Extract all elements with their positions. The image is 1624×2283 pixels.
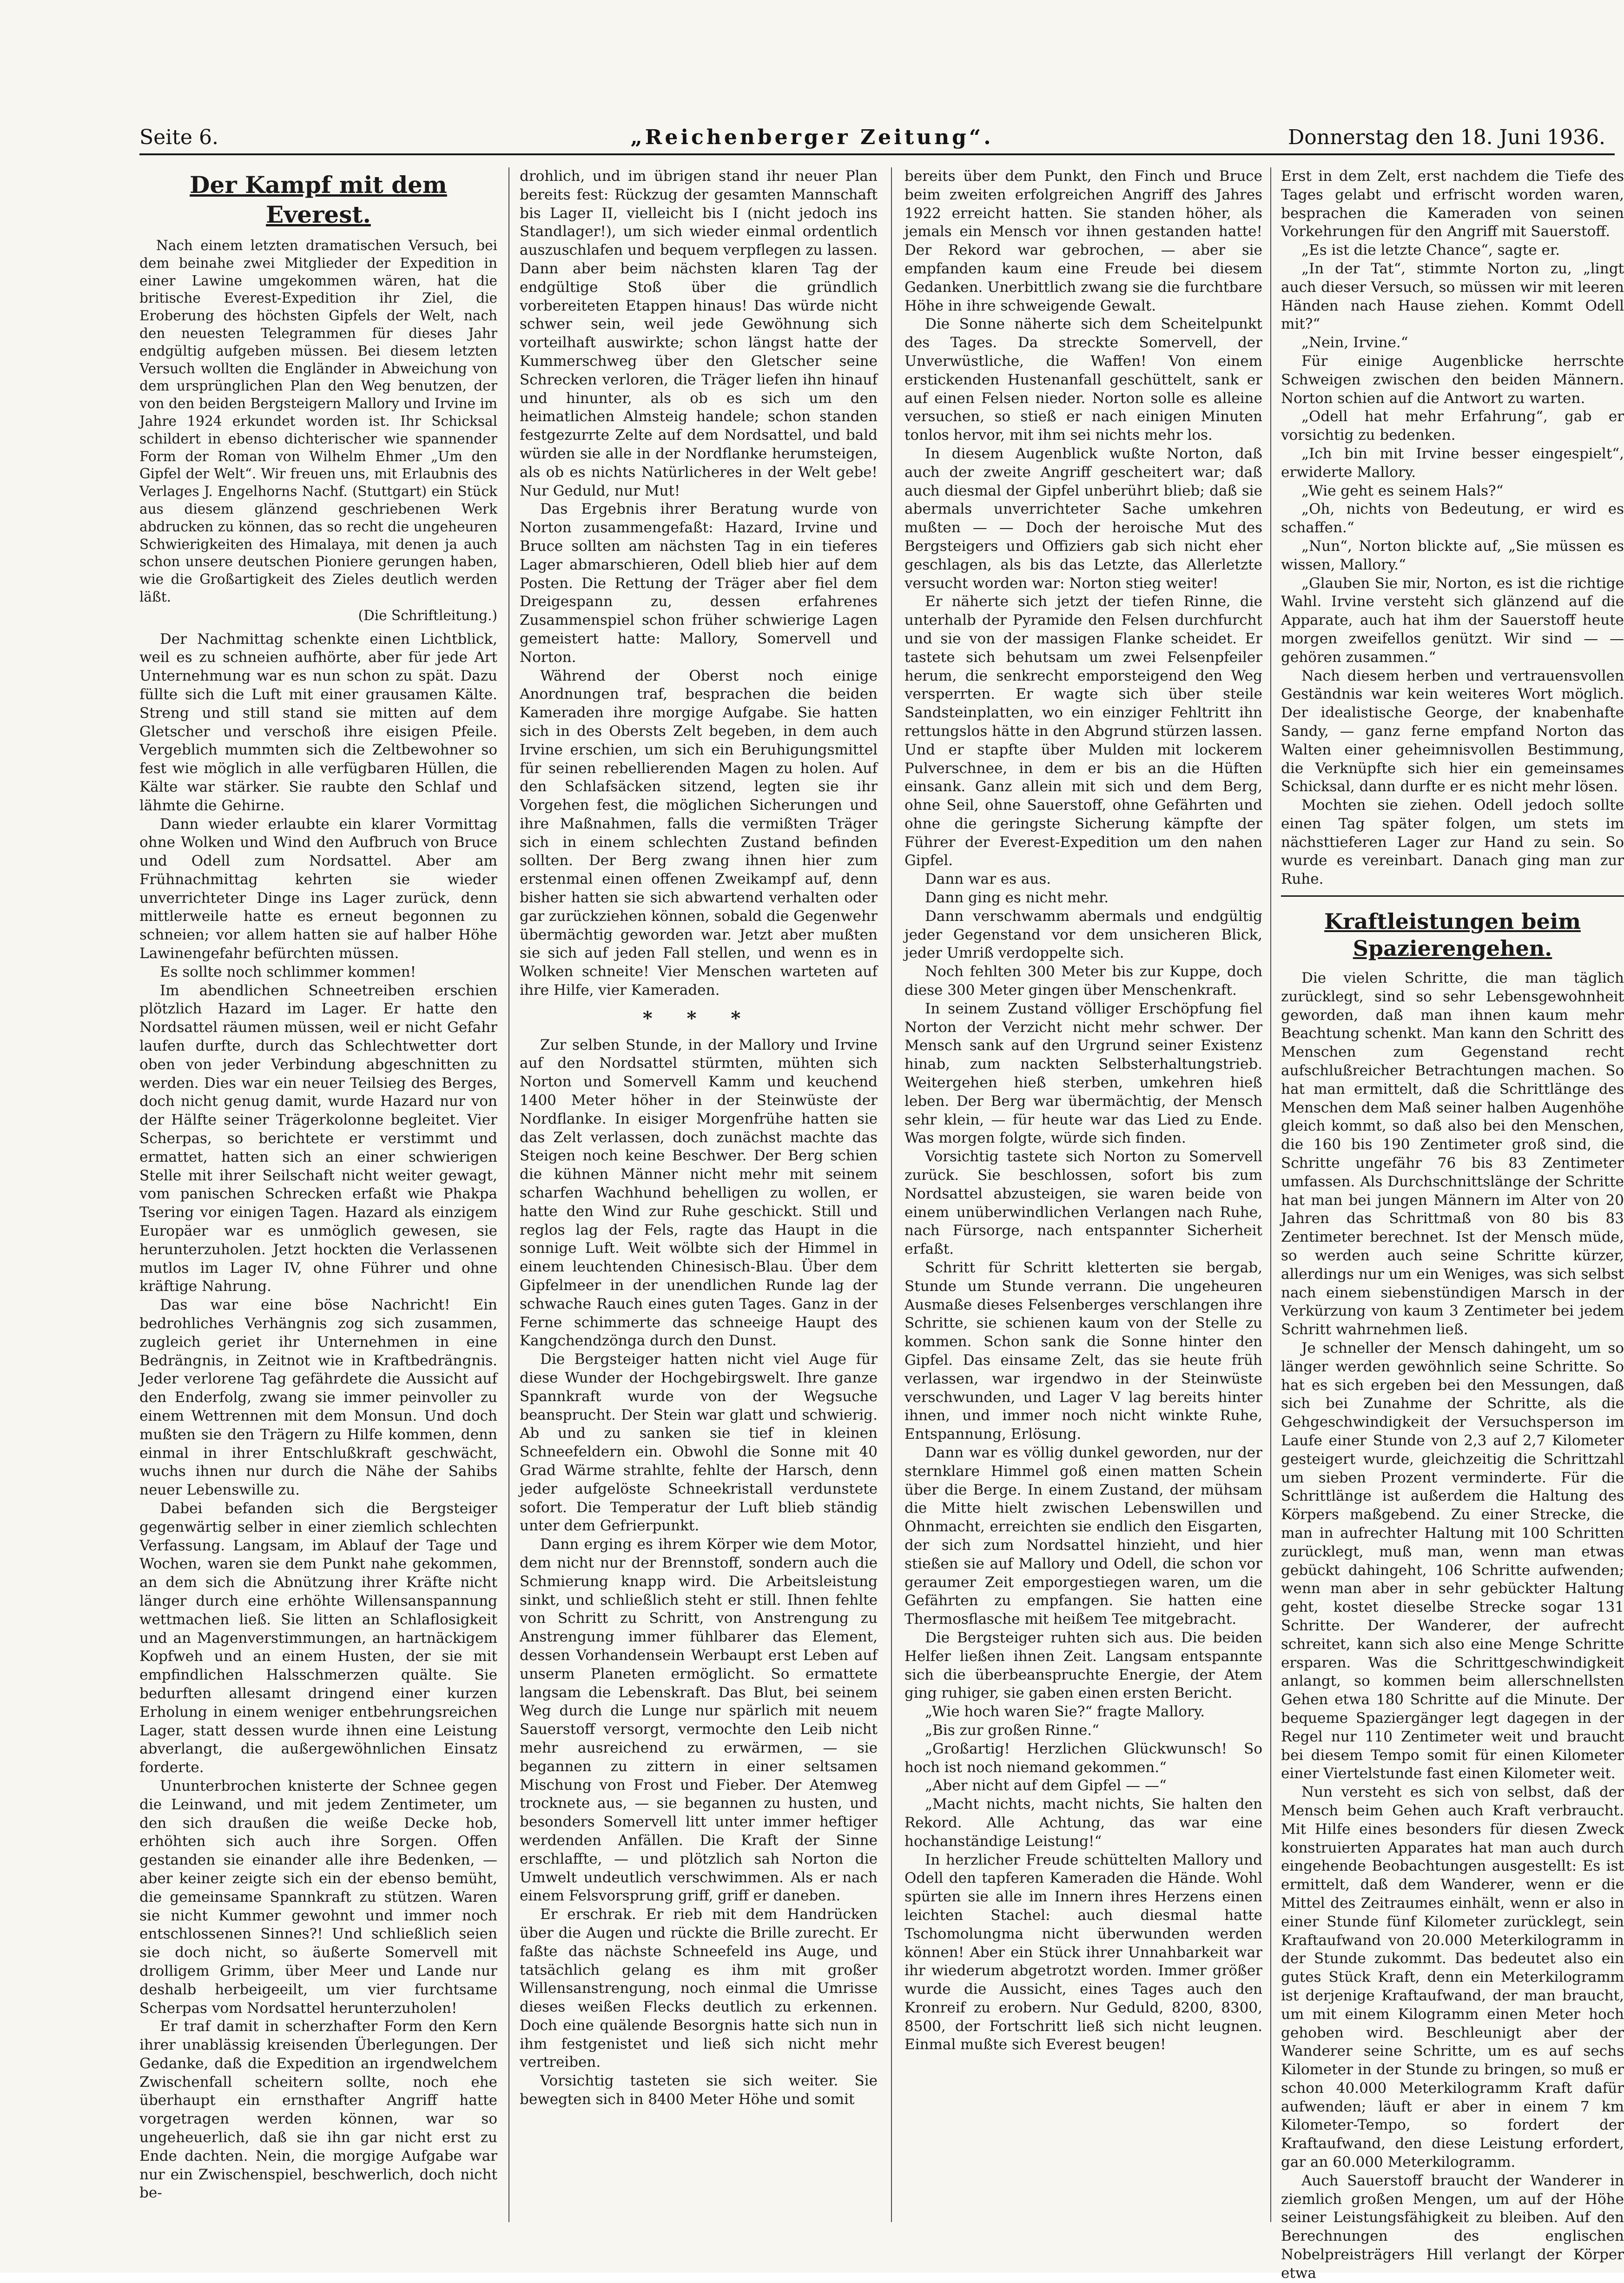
paragraph: Dann war es völlig dunkel geworden, nur der sternklare Himmel goß einen matten Schein über die Berge. In einem Zustand, der mühsam die Mitte hielt zwischen Lebenswillen und Ohnmacht, erreichten sie endlich den Eisgarten, der sich zum Nordsattel hinzieht, und hier stießen sie auf Mallory und Odell, die schon vor geraumer Zeit emporgestiegen waren, um die Gefährten zu empfangen. Sie hatten eine Thermosflasche mit heißem Tee mitgebracht.: [904, 1444, 1262, 1628]
paragraph: Dann war es aus.: [925, 871, 1051, 888]
article-title: Der Kampf mit dem Everest.: [190, 171, 447, 228]
paragraph: In seinem Zustand völliger Erschöpfung fiel Norton der Verzicht nicht mehr schwer. Der Mensch sank auf den Urgrund seiner Existenz hinab, zum nackten Selbsterhaltungstrieb. Weitergehen hieß sterben, umkehren hieß leben. Der Berg war übermächtig, der Mensch sehr klein, — für heute war das Lied zu Ende. Was morgen folgte, würde sich finden.: [904, 1000, 1262, 1147]
paragraph: Das war eine böse Nachricht! Ein bedrohliches Verhängnis zog sich zusammen, zugleich geriet ihr Unternehmen in eine Bedrängnis, in Zeitnot wie in Kraftbedrängnis. Jeder verlorene Tag gefährdete die Aussicht auf den Enderfolg, zwang sie immer peinvoller zu einem Wettrennen mit dem Monsun. Und doch mußten sie den Trägern zu Hilfe kommen, denn einmal in ihrer Entschlußkraft geschwächt, wuchs ihnen nur durch die Nähe der Sahibs neuer Lebenswille zu.: [139, 1297, 497, 1499]
dialogue-line: „Oh, nichts von Bedeutung, er wird es schaffen.“: [1281, 501, 1624, 536]
dialogue-line: „Großartig! Herzlichen Glückwunsch! So hoch ist noch niemand gekommen.“: [904, 1740, 1262, 1776]
header-rule: [139, 153, 1615, 155]
paragraph: Im abendlichen Schneetreiben erschien plötzlich Hazard im Lager. Er hatte den Nordsattel räumen müssen, weil er nicht Gefahr laufen durfte, durch das Schlechtwetter dort oben von jeder Verbindung abgeschnitten zu werden. Dies war ein neuer Teilsieg des Berges, doch nicht genug damit, wurde Hazard nur von der Hälfte seiner Trägerkolonne begleitet. Vier Scherpas, so berichtete er verstimmt und ermattet, hatten sich an einer schwierigen Stelle mit ihrer Seilschaft nicht weiter gewagt, vom panischen Schrecken erfaßt wie Phakpa Tsering vor einigen Tagen. Hazard als einzigem Europäer war es unmöglich gewesen, sie herunterzuholen. Jetzt hockten die Verlassenen mutlos im Lager IV, ohne Führer und ohne kräftige Nahrung.: [139, 982, 497, 1295]
dialogue-line: „Es ist die letzte Chance“, sagte er.: [1301, 242, 1560, 259]
article-title: Kraftleistungen beim Spazierengehen.: [1324, 909, 1581, 961]
editor-attribution: (Die Schriftleitung.): [358, 607, 497, 623]
paragraph: Dann erging es ihrem Körper wie dem Motor, dem nicht nur der Brennstoff, sondern auch die Schmierung knapp wird. Die Arbeitsleistung sinkt, und schließlich steht er still. Ihnen fehlte von Schritt zu Schritt, von Anstrengung zu Anstrengung immer fühlbarer das Element, dessen Vorhandensein Werbaupt erst Leben auf unserm Planeten ermöglicht. So ermattete langsam die Lebenskraft. Das Blut, bei seinem Weg durch die Lunge nur spärlich mit neuem Sauerstoff versorgt, vermochte den Leib nicht mehr ausreichend zu erwärmen, — sie begannen zu zittern in einer seltsamen Mischung von Frost und Fieber. Der Atemweg trocknete aus, — sie begannen zu husten, und besonders Somervell litt unter immer heftiger werdenden Anfällen. Die Kraft der Sinne erschlaffte, — und plötzlich sah Norton die Umwelt undeutlich verschwimmen. Als er nach einem Felsvorsprung griff, griff er daneben.: [520, 1536, 878, 1905]
column-separator: [508, 167, 509, 2222]
paragraph: Er traf damit in scherzhafter Form den Kern ihrer unablässig kreisenden Überlegungen. Der Gedanke, daß die Expedition an irgendwelchem Zwischenfall scheitern sollte, noch ehe überhaupt ein ernsthafter Angriff hatte vorgetragen werden können, war so ungeheuerlich, daß sie ihn gar nicht erst zu Ende dachten. Nein, die morgige Aufgabe war nur ein Zwischenspiel, beschwerlich, doch nicht be-: [139, 2018, 497, 2202]
paragraph: Vorsichtig tasteten sie sich weiter. Sie bewegten sich in 8400 Meter Höhe und somit: [520, 2072, 878, 2108]
dialogue-line: „Macht nichts, macht nichts, Sie halten den Rekord. Alle Achtung, das war eine hochanständige Leistung!“: [904, 1796, 1262, 1850]
column-3: [904, 167, 1262, 2222]
dialogue-line: „Nun“, Norton blickte auf, „Sie müssen es wissen, Mallory.“: [1281, 537, 1624, 573]
paragraph: Zur selben Stunde, in der Mallory und Irvine auf den Nordsattel stürmten, mühten sich Norton und Somervell Kamm und keuchend 1400 Meter höher in der Steinwüste der Nordflanke. In eisiger Morgenfrühe hatten sie das Zelt verlassen, doch zunächst machte das Steigen noch keine Beschwer. Der Berg schien die kühnen Männer nicht mehr mit seinem scharfen Wachhund behelligen zu wollen, er hatte den Wind zur Ruhe geschickt. Still und reglos lag der Fels, ragte das Haupt in die sonnige Luft. Weit wölbte sich der Himmel in einem leuchtenden Chinesisch-Blau. Über dem Gipfelmeer in der unendlichen Runde lag der schwache Rauch eines guten Tages. Ganz in der Ferne schimmerte das schneeige Haupt des Kangchendzönga durch den Dunst.: [520, 1036, 878, 1350]
paragraph: Die Sonne näherte sich dem Scheitelpunkt des Tages. Da streckte Somervell, der Unverwüstliche, die Waffen! Von einem erstickenden Hustenanfall geschüttelt, sank er auf einen Felsen nieder. Norton solle es alleine versuchen, so stieß er nach einigen Minuten tonlos hervor, mit ihm sei nichts mehr los.: [904, 316, 1262, 444]
paragraph: Erst in dem Zelt, erst nachdem die Tiefe des Tages gelabt und erfrischt worden waren, besprachen die Kameraden von seinen Vorkehrungen für den Angriff mit Sauerstoff.: [1281, 168, 1624, 240]
paragraph: Dabei befanden sich die Bergsteiger gegenwärtig selber in einer ziemlich schlechten Verfassung. Langsam, im Ablauf der Tage und Wochen, waren sie dem Punkt nahe gekommen, an dem sich die Abnützung ihrer Kräfte nicht länger durch eine erhöhte Willensanspannung wettmachen ließ. Sie litten an Schlaflosigkeit und an Magenverstimmungen, an hartnäckigem Kopfweh und an einem Husten, der sie mit empfindlichen Halsschmerzen quälte. Sie bedurften allesamt dringend einer kurzen Erholung in einem weniger entbehrungsreichen Lager, statt dessen wurde ihnen eine Leistung abverlangt, die außergewöhnlichen Einsatz forderte.: [139, 1500, 497, 1776]
paragraph: Er näherte sich jetzt der tiefen Rinne, die unterhalb der Pyramide den Felsen durchfurcht und sie von der massigen Flanke scheidet. Er tastete sich behutsam um zwei Felsenpfeiler herum, die senkrecht emporsteigend den Weg versperrten. Er wagte sich über steile Sandsteinplatten, wo ein einziger Fehltritt ihn rettungslos hätte in den Abgrund stürzen lassen. Und er stapfte über Mulden mit lockerem Pulverschnee, in dem er bis an die Hüften einsank. Ganz allein mit sich und dem Berg, ohne Seil, ohne Sauerstoff, ohne Gefährten und ohne die geringste Sicherung kämpfte der Führer der Everest-Expedition um den nahen Gipfel.: [904, 593, 1262, 869]
paragraph: Während der Oberst noch einige Anordnungen traf, besprachen die beiden Kameraden ihre morgige Aufgabe. Sie hatten sich in des Obersts Zelt begeben, in dem auch Irvine erschien, um sich ein Beruhigungsmittel für seinen rebellierenden Magen zu holen. Auf den Schlafsäcken sitzend, legten sie ihr Vorgehen fest, die möglichen Sicherungen und ihre Maßnahmen, falls die vermißten Träger sich in einem schlechten Zustand befinden sollten. Der Berg zwang ihnen hier zum erstenmal einen offenen Zweikampf auf, denn bisher hatten sie sich abwartend verhalten oder gar zurückziehen können, sobald die Gegenwehr übermächtig geworden war. Jetzt aber mußten sie sich auf jeden Fall stellen, und wenn es in Wolken schneite! Vier Menschen warteten auf ihre Hilfe, vier Kameraden.: [520, 667, 878, 999]
dialogue-line: „Ich bin mit Irvine besser eingespielt“, erwiderte Mallory.: [1281, 445, 1624, 481]
page-number: Seite 6.: [139, 126, 218, 149]
dialogue-line: „Odell hat mehr Erfahrung“, gab er vorsichtig zu bedenken.: [1281, 408, 1624, 444]
column-4: [1281, 167, 1624, 2282]
dialogue-line: „Wie geht es seinem Hals?“: [1301, 482, 1504, 499]
dialogue-line: „Aber nicht auf dem Gipfel — —“: [925, 1777, 1167, 1794]
paragraph: Dann verschwamm abermals und endgültig jeder Gegenstand vor dem unsicheren Blick, jeder Umriß verdoppelte sich.: [904, 907, 1262, 962]
dialogue-line: „Nein, Irvine.“: [1301, 334, 1408, 351]
column-separator: [1270, 167, 1271, 2222]
paragraph: Die Bergsteiger hatten nicht viel Auge für diese Wunder der Hochgebirgswelt. Ihre ganze Spannkraft wurde von der Wegsuche beansprucht. Der Stein war glatt und schwierig. Ab und zu sanken sie tief in kleinen Schneefeldern ein. Obwohl die Sonne mit 40 Grad Wärme strahlte, fehlte der Harsch, denn jeder aufgelöste Schneekristall verdunstete sofort. Die Temperatur der Luft blieb ständig unter dem Gefrierpunkt.: [520, 1351, 878, 1535]
paragraph: Die vielen Schritte, die man täglich zurücklegt, sind so sehr Lebensgewohnheit geworden, daß man ihnen kaum mehr Beachtung schenkt. Man kann den Schritt des Menschen zum Gegenstand recht aufschlußreicher Betrachtungen machen. So hat man ermittelt, daß die Schrittlänge des Menschen dem Maß seiner halben Augenhöhe gleich kommt, so daß also bei den Menschen, die 160 bis 190 Zentimeter groß sind, die Schritte ungefähr 76 bis 83 Zentimeter umfassen. Als Durchschnittslänge der Schritte hat man bei jungen Männern im Alter von 20 Jahren das Schrittmaß von 80 bis 83 Zentimeter berechnet. Ist der Mensch müde, so werden auch seine Schritte kürzer, allerdings nur um ein Weniges, was sich selbst nach einem siebenstündigen Marsch in der Verkürzung von kaum 3 Zentimeter bei jedem Schritt wahrnehmen ließ.: [1281, 970, 1624, 1338]
newspaper-name: „Reichenberger Zeitung“.: [630, 126, 994, 149]
paragraph: Nach diesem herben und vertrauensvollen Geständnis war kein weiteres Wort möglich. Der idealistische George, der knabenhafte Sandy, — ganz ferne empfand Norton das Walten einer geheimnisvollen Bestimmung, die Verknüpfte sich hier ein gemeinsames Schicksal, dann durfte er es nicht mehr lösen.: [1281, 667, 1624, 795]
paragraph: Je schneller der Mensch dahingeht, um so länger werden gewöhnlich seine Schritte. So hat es sich ergeben bei den Messungen, daß sich bei Zunahme der Schritte, als die Gehgeschwindigkeit der Versuchsperson im Laufe einer Stunde von 2,3 auf 2,7 Kilometer gesteigert wurde, gleichzeitig die Schrittzahl um sieben Prozent verminderte. Für die Schrittlänge ist außerdem die Haltung des Körpers maßgebend. Zu einer Strecke, die man in aufrechter Haltung mit 100 Schritten zurücklegt, muß man, wenn man etwas gebückt dahingeht, 106 Schritte aufwenden; wenn man aber in sehr gebückter Haltung geht, kostet dieselbe Strecke sogar 131 Schritte. Der Wanderer, der aufrecht schreitet, kann sich also eine Menge Schritte ersparen. Was die Schrittgeschwindigkeit anlangt, so kommen beim allerschnellsten Gehen etwa 180 Schritte auf die Minute. Der bequeme Spaziergänger legt dagegen in der Regel nur 110 Zentimeter weit und braucht bei diesem Tempo somit für einen Kilometer einer Viertelstunde fast einen Kilometer weit.: [1281, 1340, 1624, 1782]
paragraph: bereits über dem Punkt, den Finch und Bruce beim zweiten erfolgreichen Angriff des Jahres 1922 erreicht hatten. Sie standen höher, als jemals ein Mensch vor ihnen gestanden hatte! Der Rekord war gebrochen, — aber sie empfanden kaum eine Freude bei diesem Gedanken. Unerbittlich zwang sie die furchtbare Höhe in ihre schweigende Gewalt.: [904, 168, 1262, 314]
dialogue-line: „Wie hoch waren Sie?“ fragte Mallory.: [925, 1703, 1205, 1721]
paragraph: Dann wieder erlaubte ein klarer Vormittag ohne Wolken und Wind den Aufbruch von Bruce und Odell zum Nordsattel. Aber am Frühnachmittag kehrten sie wieder unverrichteter Dinge ins Lager zurück, denn mittlerweile hatte es erneut begonnen zu schneien; vor allem hatten sie auf halber Höhe Lawinengefahr befürchten müssen.: [139, 815, 497, 962]
paragraph: Für einige Augenblicke herrschte Schweigen zwischen den beiden Männern. Norton schien auf die Antwort zu warten.: [1281, 352, 1624, 407]
paragraph: Dann ging es nicht mehr.: [925, 889, 1109, 907]
paragraph: Auch Sauerstoff braucht der Wanderer in ziemlich großen Mengen, um auf der Höhe seiner Leistungsfähigkeit zu bleiben. Auf den Berechnungen des englischen Nobelpreisträgers Hill verlangt der Körper etwa: [1281, 2172, 1624, 2282]
paragraph: Die Bergsteiger ruhten sich aus. Die beiden Helfer ließen ihnen Zeit. Langsam entspannte sich die überbeanspruchte Energie, der Atem ging ruhiger, sie gaben einen ersten Bericht.: [904, 1629, 1262, 1702]
paragraph: Das Ergebnis ihrer Beratung wurde von Norton zusammengefaßt: Hazard, Irvine und Bruce sollten am nächsten Tag in ein tieferes Lager abmarschieren, Odell blieb hier auf dem Posten. Die Rettung der Träger aber fiel dem Dreigespann zu, dessen erfahrenes Zusammenspiel schon früher schwierige Lagen gemeistert hatte: Mallory, Somervell und Norton.: [520, 501, 878, 666]
paragraph: Schritt für Schritt kletterten sie bergab, Stunde um Stunde verrann. Die ungeheuren Ausmaße dieses Felsenberges verschlangen ihre Schritte, sie schienen kaum von der Stelle zu kommen. Schon sank die Sonne hinter den Gipfel. Das einsame Zelt, das sie heute früh verlassen, war irgendwo in der Steinwüste verschwunden, und Lager V lag bereits hinter ihnen, und immer noch nicht winkte Ruhe, Entspannung, Erlösung.: [904, 1259, 1262, 1443]
intro-paragraph: Nach einem letzten dramatischen Versuch, bei dem beinahe zwei Mitglieder der Expedition in einer Lawine umgekommen wären, hat die britische Everest-Expedition ihr Ziel, die Eroberung des höchsten Gipfels der Welt, nach den neuesten Telegrammen für dieses Jahr endgültig aufgeben müssen. Bei diesem letzten Versuch wollten die Engländer in Abweichung von dem ursprünglichen Plan den Weg benutzen, der von den beiden Bergsteigern Mallory und Irvine im Jahre 1924 erkundet worden ist. Ihr Schicksal schildert in ebenso dichterischer wie spannender Form der Roman von Wilhelm Ehmer „Um den Gipfel der Welt“. Wir freuen uns, mit Erlaubnis des Verlages J. Engelhorns Nachf. (Stuttgart) ein Stück aus diesem glänzend geschriebenen Werk abdrucken zu können, das so recht die ungeheuren Schwierigkeiten des Himalaya, mit denen ja auch schon unsere deutschen Pioniere gerungen haben, wie die Großartigkeit des Zieles deutlich werden läßt.: [139, 238, 497, 605]
paragraph: Der Nachmittag schenkte einen Lichtblick, weil es zu schneien aufhörte, aber für jede Art Unternehmung war es nun schon zu spät. Dazu füllte sich die Luft mit einer grausamen Kälte. Streng und still stand sie mitten auf dem Gletscher und verschoß ihre eisigen Pfeile. Vergeblich mummten sich die Zeltbewohner so fest wie möglich in alle verfügbaren Hüllen, die Kälte war stärker. Sie raubte den Schlaf und lähmte die Gehirne.: [139, 630, 497, 814]
paragraph: Ununterbrochen knisterte der Schnee gegen die Leinwand, und mit jedem Zentimeter, um den sich draußen die weiße Decke hob, erhöhten sich auch ihre Sorgen. Offen gestanden sie einander alle ihre Bedenken, — aber keiner zeigte sich ein der ebenso bemüht, die gemeinsame Spannkraft zu stützen. Waren sie nicht Kummer gewohnt und immer noch entschlossenen Sinnes?! Und schließlich seien sie doch nicht, so äußerte Somervell mit drolligem Grimm, über Meer und Lande nur deshalb herbeigeeilt, um vier furchtsame Scherpas vom Nordsattel herunterzuholen!: [139, 1777, 497, 2017]
paragraph: Es sollte noch schlimmer kommen!: [160, 963, 416, 980]
paragraph: Noch fehlten 300 Meter bis zur Kuppe, doch diese 300 Meter gingen über Menschenkraft.: [904, 963, 1262, 999]
column-2: [520, 167, 878, 2222]
paragraph: Er erschrak. Er rieb mit dem Handrücken über die Augen und rückte die Brille zurecht. Er faßte das nächste Schneefeld ins Auge, und tatsächlich gelang es ihm mit großer Willensanstrengung, noch einmal die Umrisse dieses weißen Flecks deutlich zu erkennen. Doch eine quälende Besorgnis hatte sich nun in ihm festgenistet und ließ sich nicht mehr vertreiben.: [520, 1906, 878, 2071]
article-divider: [1281, 895, 1624, 897]
paragraph: Vorsichtig tastete sich Norton zu Somervell zurück. Sie beschlossen, sofort bis zum Nordsattel abzusteigen, sie waren beide von einem unüberwindlichen Verlangen nach Ruhe, nach Fürsorge, nach entspannter Sicherheit erfaßt.: [904, 1148, 1262, 1258]
paragraph: In diesem Augenblick wußte Norton, daß auch der zweite Angriff gescheitert war; daß auch diesmal der Gipfel unberührt blieb; daß sie abermals unverrichteter Sache umkehren mußten — — Doch der heroische Mut des Bergsteigers und Offiziers gab sich nicht eher geschlagen, als bis das Letzte, das Allerletzte versucht worden war: Norton stieg weiter!: [904, 445, 1262, 592]
issue-date: Donnerstag den 18. Juni 1936.: [1288, 126, 1605, 149]
paragraph: In herzlicher Freude schüttelten Mallory und Odell den tapferen Kameraden die Hände. Wohl spürten sie alle im Innern ihres Herzens einen leichten Stachel: auch diesmal hatte Tschomolungma nicht überwunden werden können! Aber ein Stück ihrer Unnahbarkeit war ihr wiederum abgetrotzt worden. Immer größer wurde die Aussicht, eines Tages auch den Kronreif zu erobern. Nur Geduld, 8200, 8300, 8500, der Fortschritt ließ sich nicht leugnen. Einmal mußte sich Everest beugen!: [904, 1851, 1262, 2053]
article-intro: [139, 237, 497, 625]
dialogue-line: „In der Tat“, stimmte Norton zu, „lingt auch dieser Versuch, so müssen wir mit leeren Händen nach Hause ziehen. Kommt Odell mit?“: [1281, 260, 1624, 333]
paragraph: drohlich, und im übrigen stand ihr neuer Plan bereits fest: Rückzug der gesamten Mannschaft bis Lager II, vielleicht bis I (nicht jedoch ins Standlager!), um sich wieder einmal ordentlich auszuschlafen und bequem verpflegen zu lassen. Dann aber beim nächsten klaren Tag der endgültige Stoß über die gründlich vorbereiteten Etappen hinaus! Das würde nicht schwer sein, weil jede Gewöhnung sich vorteilhaft auswirkte; schon längst hatte der Kummerschweg über den Gletscher seine Schrecken verloren, die Träger liefen ihn hinauf und hinunter, als ob es sich um den heimatlichen Almsteig handele; schon standen festgezurrte Zelte auf dem Nordsattel, und bald würden sie alle in der Nordflanke herumsteigen, als ob es nichts Natürlicheres in der Welt gebe! Nur Geduld, nur Mut!: [520, 168, 878, 499]
paragraph: Nun versteht es sich von selbst, daß der Mensch beim Gehen auch Kraft verbraucht. Mit Hilfe eines besonders für diesen Zweck konstruierten Apparates hat man auch durch eingehende Beobachtungen ausgestellt: Es ist ermittelt, daß dem Wanderer, wenn er die Mittel des Zeitraumes einhält, wenn er also in einer Stunde fünf Kilometer zurücklegt, sein Kraftaufwand von 20.000 Meterkilogramm in der Stunde zukommt. Das bedeutet also ein gutes Stück Kraft, denn ein Meterkilogramm ist derjenige Kraftaufwand, der man braucht, um mit einem Kilogramm einen Meter hoch gehoben wird. Beschleunigt aber der Wanderer seine Schritte, um es auf sechs Kilometer in der Stunde zu bringen, so muß er schon 40.000 Meterkilogramm Kraft dafür aufwenden; läuft er aber in einem 7 km Kilometer-Tempo, so fordert der Kraftaufwand, den diese Leistung erfordert, gar an 60.000 Meterkilogramm.: [1281, 1784, 1624, 2171]
column-1: [139, 167, 497, 2222]
section-break: * * *: [642, 1007, 755, 1029]
paragraph: Mochten sie ziehen. Odell jedoch sollte einen Tag später folgen, um stets im nächsttieferen Lager zur Hand zu sein. So wurde es vereinbart. Danach ging man zur Ruhe.: [1281, 797, 1624, 888]
dialogue-line: „Glauben Sie mir, Norton, es ist die richtige Wahl. Irvine versteht sich glänzend auf die Apparate, auch hat ihm der Sauerstoff heute morgen zweifellos genützt. Wir sind — — gehören zusammen.“: [1281, 575, 1624, 666]
column-separator: [891, 167, 892, 2222]
dialogue-line: „Bis zur großen Rinne.“: [925, 1721, 1099, 1739]
